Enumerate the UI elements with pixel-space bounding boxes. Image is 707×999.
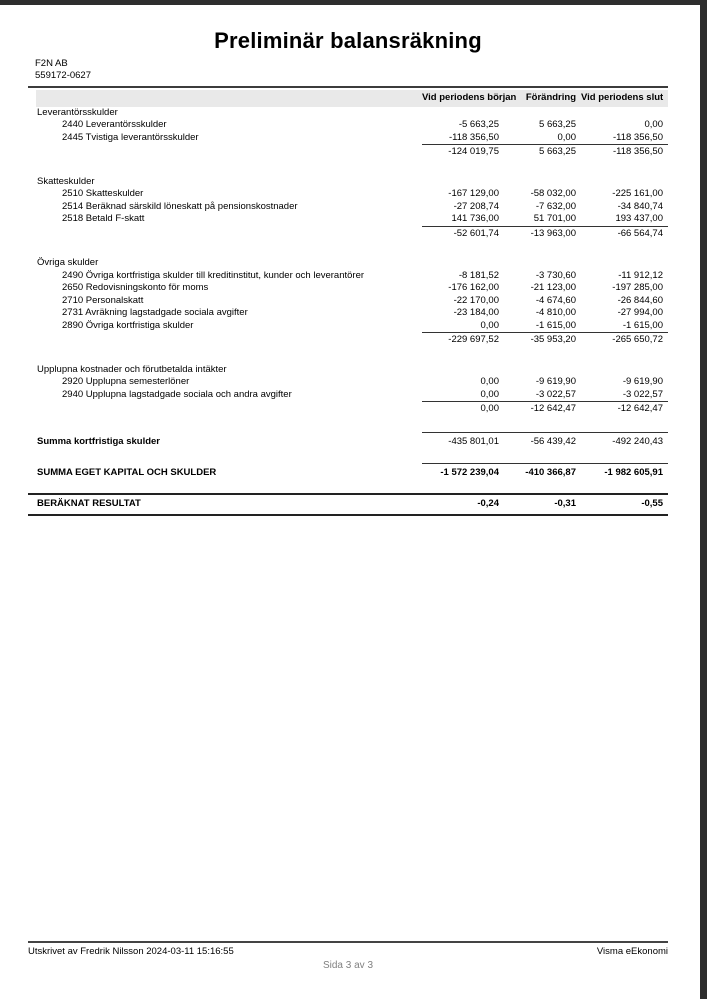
section-total-row <box>28 226 668 241</box>
column-header-period-start: Vid periodens början <box>422 92 517 103</box>
table-row <box>28 295 668 308</box>
value-period-start: -167 129,00 <box>448 188 499 199</box>
summary-period-start: -435 801,01 <box>448 435 499 447</box>
org-number: 559172-0627 <box>35 69 91 81</box>
balance-table <box>28 107 668 517</box>
table-row <box>28 320 668 333</box>
table-row <box>28 119 668 132</box>
value-change: -1 615,00 <box>535 319 576 331</box>
summary-period-start: -1 572 239,04 <box>440 467 499 478</box>
section-total-row <box>28 144 668 159</box>
account-label: 2920 Upplupna semesterlöner <box>62 376 190 387</box>
account-label: 2510 Skatteskulder <box>62 188 144 199</box>
value-period-end: -225 161,00 <box>612 188 663 199</box>
page-footer <box>28 941 668 971</box>
section-heading: Leverantörsskulder <box>37 106 118 118</box>
section-leverantorsskulder <box>28 107 668 159</box>
table-row <box>28 307 668 320</box>
column-header-period-end: Vid periodens slut <box>581 92 664 103</box>
total-period-end: -66 564,74 <box>617 227 663 239</box>
table-row <box>28 213 668 226</box>
value-period-end: -118 356,50 <box>612 131 663 143</box>
value-change: -3 022,57 <box>535 388 576 400</box>
table-header <box>36 90 668 107</box>
account-label: 2518 Betald F-skatt <box>62 213 145 224</box>
account-label: 2940 Upplupna lagstadgade sociala och andra avgifter <box>62 388 292 400</box>
value-period-end: -1 615,00 <box>622 319 663 331</box>
account-label: 2710 Personalskatt <box>62 294 144 306</box>
total-change: 5 663,25 <box>539 146 576 157</box>
value-change: -9 619,90 <box>535 376 576 387</box>
value-period-start: -5 663,25 <box>458 119 499 130</box>
table-row <box>28 389 668 402</box>
table-row <box>28 201 668 214</box>
value-period-start: 141 736,00 <box>451 213 499 224</box>
value-period-end: -27 994,00 <box>617 307 663 318</box>
section-heading: Skatteskulder <box>37 175 95 187</box>
summary-period-end: -492 240,43 <box>612 435 663 447</box>
value-period-end: -9 619,90 <box>622 376 663 387</box>
value-period-start: -23 184,00 <box>453 307 499 318</box>
value-change: 51 701,00 <box>533 213 576 224</box>
value-period-end: -197 285,00 <box>612 282 663 293</box>
value-change: 5 663,25 <box>539 119 576 130</box>
summary-change: -410 366,87 <box>525 467 576 478</box>
value-period-end: -11 912,12 <box>618 269 663 281</box>
value-period-start: -22 170,00 <box>453 294 499 306</box>
summary-row-eget-kapital-och-skulder <box>28 463 668 480</box>
summary-period-end: -0,55 <box>641 497 663 509</box>
section-ovriga-skulder <box>28 257 668 347</box>
value-period-start: 0,00 <box>480 319 499 331</box>
section-heading: Övriga skulder <box>37 257 99 268</box>
value-change: -7 632,00 <box>535 200 576 212</box>
application-name: Visma eEkonomi <box>596 946 668 957</box>
summary-period-end: -1 982 605,91 <box>604 467 663 478</box>
total-change: -13 963,00 <box>530 227 576 239</box>
table-row <box>28 132 668 145</box>
table-row <box>28 282 668 295</box>
document-page <box>0 5 700 999</box>
value-period-start: 0,00 <box>480 376 499 387</box>
table-row <box>28 270 668 283</box>
summary-label: Summa kortfristiga skulder <box>37 435 161 447</box>
total-period-end: -12 642,47 <box>617 403 663 414</box>
value-change: -4 810,00 <box>535 307 576 318</box>
value-period-start: -27 208,74 <box>453 200 499 212</box>
table-row <box>28 188 668 201</box>
total-period-start: -229 697,52 <box>448 334 499 345</box>
summary-change: -56 439,42 <box>530 435 576 447</box>
total-period-start: 0,00 <box>480 403 499 414</box>
total-change: -35 953,20 <box>530 334 576 345</box>
value-period-end: 193 437,00 <box>615 213 663 224</box>
account-label: 2650 Redovisningskonto för moms <box>62 282 209 293</box>
value-change: 0,00 <box>557 131 576 143</box>
summary-row-beraknat-resultat <box>28 493 668 517</box>
value-period-start: -176 162,00 <box>448 282 499 293</box>
value-period-start: -8 181,52 <box>458 269 499 281</box>
printed-by-text: Utskrivet av Fredrik Nilsson 2024-03-11 15:16:55 <box>28 946 234 957</box>
summary-period-start: -0,24 <box>477 497 499 509</box>
section-heading: Upplupna kostnader och förutbetalda intäkter <box>37 363 227 375</box>
account-label: 2890 Övriga kortfristiga skulder <box>62 319 194 331</box>
summary-row-kortfristiga-skulder <box>28 432 668 449</box>
total-period-end: -265 650,72 <box>612 334 663 345</box>
report-title: Preliminär balansräkning <box>214 28 482 53</box>
summary-change: -0,31 <box>554 497 576 509</box>
account-label: 2731 Avräkning lagstadgade sociala avgifter <box>62 307 248 318</box>
value-period-end: 0,00 <box>644 119 663 130</box>
value-change: -4 674,60 <box>535 294 576 306</box>
section-upplupna-kostnader <box>28 364 668 416</box>
account-label: 2490 Övriga kortfristiga skulder till kreditinstitut, kunder och leverantörer <box>62 269 365 281</box>
total-period-end: -118 356,50 <box>612 146 663 157</box>
column-header-change: Förändring <box>525 92 576 103</box>
value-period-end: -26 844,60 <box>617 294 663 306</box>
value-change: -3 730,60 <box>535 269 576 281</box>
value-change: -21 123,00 <box>530 282 576 293</box>
header-divider <box>28 86 668 88</box>
company-block <box>28 58 668 81</box>
total-period-start: -124 019,75 <box>448 146 499 157</box>
value-period-end: -34 840,74 <box>617 200 663 212</box>
account-label: 2445 Tvistiga leverantörsskulder <box>62 131 199 143</box>
total-change: -12 642,47 <box>530 403 576 414</box>
page-indicator: Sida 3 av 3 <box>322 960 374 971</box>
summary-label: BERÄKNAT RESULTAT <box>37 497 141 509</box>
total-period-start: -52 601,74 <box>453 227 499 239</box>
company-name: F2N AB <box>35 58 68 69</box>
account-label: 2440 Leverantörsskulder <box>62 119 167 130</box>
section-total-row <box>28 332 668 347</box>
value-period-end: -3 022,57 <box>622 388 663 400</box>
value-period-start: -118 356,50 <box>448 131 499 143</box>
account-label: 2514 Beräknad särskild löneskatt på pensionskostnader <box>62 200 298 212</box>
value-change: -58 032,00 <box>530 188 576 199</box>
table-row <box>28 376 668 389</box>
section-total-row <box>28 401 668 416</box>
section-skatteskulder <box>28 176 668 241</box>
summary-label: SUMMA EGET KAPITAL OCH SKULDER <box>37 467 217 478</box>
value-period-start: 0,00 <box>480 388 499 400</box>
